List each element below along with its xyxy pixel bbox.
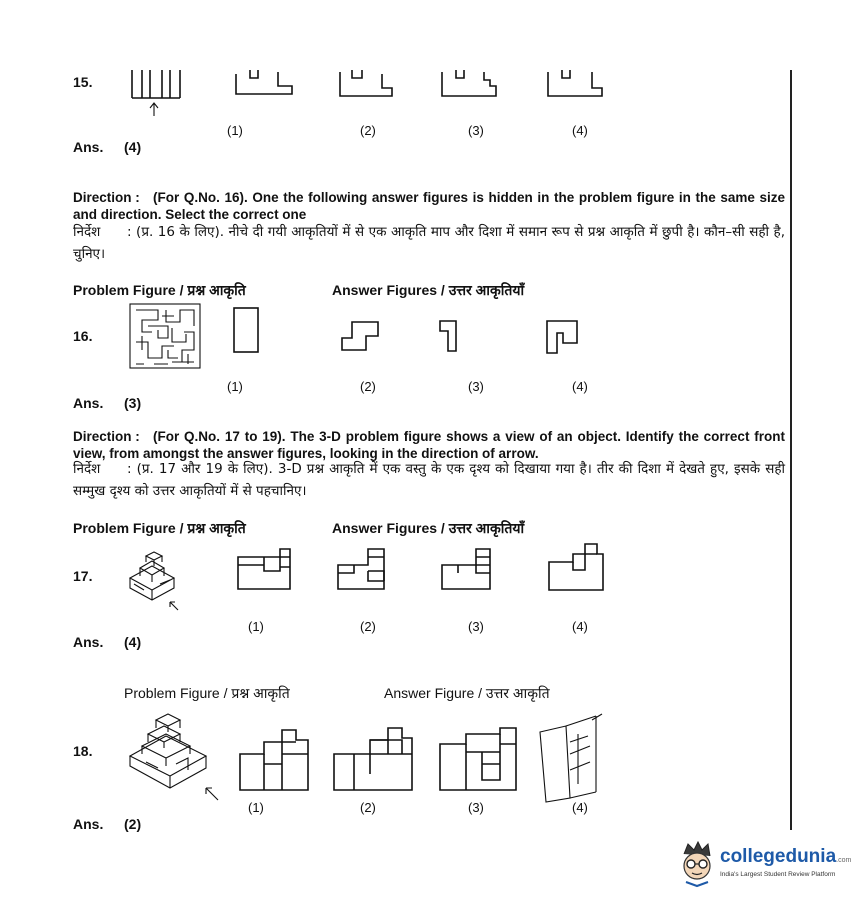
q18-option-3-label: (3) [468, 800, 484, 815]
q15-option-4-figure [544, 66, 608, 102]
q16-number: 16. [73, 328, 93, 344]
q16-answer-header: Answer Figures / उत्तर आकृतियाँ [332, 282, 525, 298]
q16-option-4-label: (4) [572, 379, 588, 394]
q17-answer-header: Answer Figures / उत्तर आकृतियाँ [332, 520, 525, 536]
q15-option-1-figure [232, 66, 296, 102]
direction-17-hindi-text: : (प्र. 17 और 19 के लिए). 3-D प्रश्न आकृति में एक वस्तु के एक दृश्य को दिखाया गया है। तीर की दिशा में देखते हुए, इसके सही सम्मुख दृश्य को उत्तर आकृतियों में से पहचानिए। [73, 461, 785, 499]
q16-answer-label: Ans. [73, 395, 104, 411]
q17-option-2-label: (2) [360, 619, 376, 634]
q16-option-4-figure [543, 317, 581, 357]
q16-problem-maze-figure [128, 302, 204, 372]
brand-name: collegedunia [720, 846, 837, 867]
q18-option-2-figure [330, 724, 418, 794]
q17-problem-3d-figure [126, 544, 190, 616]
q18-option-1-figure [236, 724, 316, 794]
q17-option-3-label: (3) [468, 619, 484, 634]
q15-option-3-label: (3) [468, 123, 484, 138]
q18-answer-header: Answer Figure / उत्तर आकृति [384, 685, 550, 701]
brand-suffix: .com [836, 857, 852, 864]
q15-answer-label: Ans. [73, 139, 104, 155]
q15-option-3-figure [438, 66, 502, 102]
q16-option-2-figure [338, 318, 382, 358]
q16-option-3-figure [436, 317, 464, 357]
q18-option-2-label: (2) [360, 800, 376, 815]
q18-option-3-figure [436, 724, 524, 794]
direction-17-text: (For Q.No. 17 to 19). The 3-D problem figure shows a view of an object. Identify the correct front view, from amongst the answer figures, looking in the direction of arrow. [73, 429, 785, 461]
q15-number: 15. [73, 74, 93, 90]
q15-option-1-label: (1) [227, 123, 243, 138]
q18-option-4-label: (4) [572, 800, 588, 815]
q17-answer-value: (4) [124, 634, 142, 650]
q17-number: 17. [73, 568, 93, 584]
right-margin-rule [790, 70, 792, 830]
q18-problem-header: Problem Figure / प्रश्न आकृति [124, 685, 290, 701]
mascot-icon [676, 840, 716, 888]
q17-option-3-figure [438, 543, 498, 593]
q18-problem-3d-figure [126, 704, 226, 804]
q17-option-1-figure [234, 543, 296, 593]
q18-option-4-figure [536, 712, 612, 806]
brand-tagline: India's Largest Student Review Platform [720, 871, 836, 878]
q15-option-2-label: (2) [360, 123, 376, 138]
q18-option-1-label: (1) [248, 800, 264, 815]
direction-16-label: Direction : [73, 190, 140, 205]
q17-option-4-label: (4) [572, 619, 588, 634]
direction-16-hindi-text: : (प्र. 16 के लिए). नीचे दी गयी आकृतियों में से एक आकृति माप और दिशा में समान रूप से प्रश्न आकृति में छुपी है। कौन–सी सही है, चुनिए। [73, 224, 785, 262]
q16-option-1-figure [232, 306, 262, 356]
direction-16-text: (For Q.No. 16). One the following answer figures is hidden in the problem figure in the same size and direction. Select the correct one [73, 190, 785, 222]
q15-option-2-figure [336, 66, 400, 102]
q18-answer-value: (2) [124, 816, 142, 832]
q16-problem-header: Problem Figure / प्रश्न आकृति [73, 282, 246, 298]
q18-number: 18. [73, 743, 93, 759]
q16-option-3-label: (3) [468, 379, 484, 394]
q17-option-1-label: (1) [248, 619, 264, 634]
q17-option-2-figure [334, 543, 390, 593]
q17-option-4-figure [545, 540, 607, 596]
q16-answer-value: (3) [124, 395, 142, 411]
q15-problem-figure [128, 68, 188, 128]
direction-16-hindi-label: निर्देश [73, 224, 101, 240]
direction-17-hindi-label: निर्देश [73, 461, 101, 477]
q17-answer-label: Ans. [73, 634, 104, 650]
direction-17-label: Direction : [73, 429, 140, 444]
q15-option-4-label: (4) [572, 123, 588, 138]
q16-option-2-label: (2) [360, 379, 376, 394]
q16-option-1-label: (1) [227, 379, 243, 394]
brand-logo[interactable] [676, 840, 856, 890]
q17-problem-header: Problem Figure / प्रश्न आकृति [73, 520, 246, 536]
q18-answer-label: Ans. [73, 816, 104, 832]
q15-answer-value: (4) [124, 139, 142, 155]
